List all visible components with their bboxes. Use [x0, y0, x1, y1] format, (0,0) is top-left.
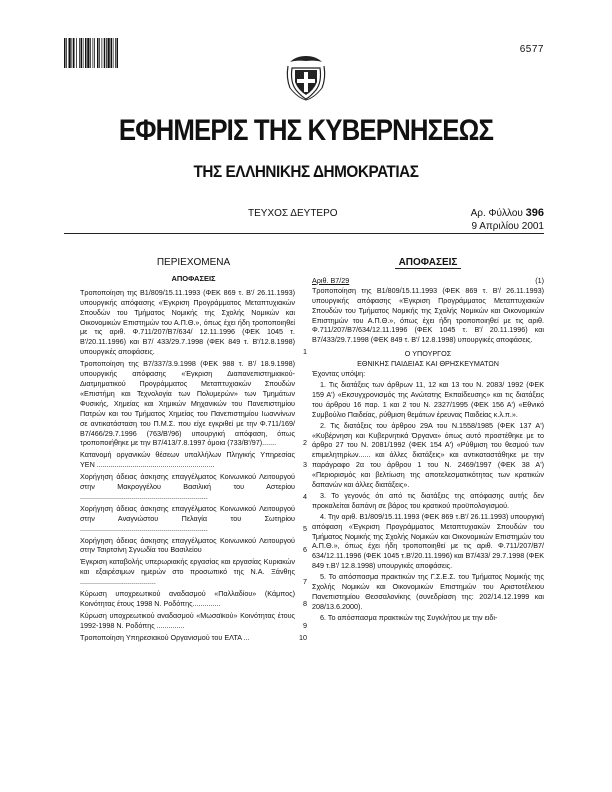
contents-item-page: 5 [303, 523, 307, 533]
decision-paragraph: 5. Το απόσπασμα πρακτικών της Γ.Σ.Ε.Σ. του Τμήματος Νομικής της Σχολής Νομικών και Οικονομικών Επιστημών του Αριστοτέλειου Πανεπιστημίου Θεσσαλονίκης (συνεδρίαση της: 202/14.12.1999 και 208/13.6.2000). [312, 572, 544, 611]
sheet-number-value: 396 [525, 207, 544, 219]
contents-item-text: Χορήγηση άδειας άσκησης επαγγέλματος Κοινωνικού Λειτουργού στην Αναγνώστου Πελαγία του Σωτηρίου ................................................................ [80, 503, 295, 533]
contents-item [80, 589, 307, 609]
considering-label: Έχοντας υπόψη: [312, 369, 366, 379]
contents-item-page: 9 [303, 620, 307, 630]
contents-item [80, 611, 307, 631]
decision-intro: Τροποποίηση της Β1/809/15.11.1993 (ΦΕΚ 869 τ. Β'/ 26.11.1993) υπουργικής απόφασης «Έγκριση Προγράμματος Μεταπτυχιακών Σπουδών του Τμήματος Νομικής της Σχολής Νομικών και Οικονομικών Επιστημών του Α.Π.Θ.», όπως έχει ήδη τροποποιηθεί με τις αριθ. Φ.711/207/Β7/634/12.11.1996 (ΦΕΚ 1045 τ. Β'/ 20.11.1996) και Β7/433/29.7.1998 (ΦΕΚ 849 τ. Β'/ 12.8.1998) υπουργικές αποφάσεις. [312, 285, 544, 345]
header-divider [64, 233, 544, 234]
sheet-number [471, 207, 544, 219]
decision-number: Αριθ. Β7/29 [312, 275, 350, 285]
decisions-heading-text: ΑΠΟΦΑΣΕΙΣ [395, 257, 462, 269]
decisions-column [312, 258, 544, 624]
contents-item [80, 504, 307, 534]
barcode [64, 38, 138, 68]
decision-paragraph: 2. Τις διατάξεις του άρθρου 29Α του Ν.1558/1985 (ΦΕΚ 137 Α') «Κυβέρνηση και Κυβερνητικά Όργανα» όπως αυτό προστέθηκε με το άρθρο 27 του Ν. 2081/1992 (ΦΕΚ 154 Α') «Ρύθμιση του θεσμού των επιμελητηρίων...... και άλλες διατάξεις» και αντικαταστάθηκε με την παράγραφο 2α του άρθρου 1 του Ν. 2469/1997 (ΦΕΚ 38 Α') «Περιορισμός και βελτίωση της αποτελεσματικότητας των κρατικών δαπανών και άλλες διατάξεις». [312, 420, 544, 490]
contents-item [80, 288, 307, 357]
minister-department: ΕΘΝΙΚΗΣ ΠΑΙΔΕΙΑΣ ΚΑΙ ΘΡΗΣΚΕΥΜΑΤΩΝ [357, 359, 499, 369]
issue-date: 9 Απριλίου 2001 [471, 221, 544, 232]
contents-item [80, 633, 307, 643]
contents-item-text: Έγκριση καταβολής υπερωριακής εργασίας και εργασίας Κυριακών και εξαιρέσιμων ημερών στο προσωπικό της Ν.Α. Ξάνθης ...................................... [80, 557, 295, 587]
decision-paragraph: 3. Το γεγονός ότι από τις διατάξεις της απόφασης αυτής δεν προκαλείται δαπάνη σε βάρος του κρατικού προϋπολογισμού. [312, 490, 544, 510]
contents-item-page: 6 [303, 545, 307, 555]
sheet-label: Αρ. Φύλλου [470, 208, 523, 219]
contents-item-page: 3 [303, 460, 307, 470]
decision-paragraph: 4. Την αριθ. Β1/809/15.11.1993 (ΦΕΚ 869 τ.Β'/ 26.11.1993) υπουργική απόφαση «Έγκριση Προγράμματος Μεταπτυχιακών Σπουδών του Τμήματος Νομικής της Σχολής Νομικών και Οικονομικών Επιστημών του Α.Π.Θ.», όπως έχει ήδη τροποποιηθεί με τις αριθ. Φ.711/207/Β7/ 634/12.11.1996 (ΦΕΚ 1045 τ.Β'/20.11.1996) και Β7/433/ 29.7.1998 (ΦΕΚ 849 τ.Β'/ 12.8.1998) υπουργικές αποφάσεις. [312, 511, 544, 571]
gazette-subtitle: ΤΗΣ ΕΛΛΗΝΙΚΗΣ ΔΗΜΟΚΡΑΤΙΑΣ [193, 162, 419, 181]
contents-item-text: Κύρωση υποχρεωτικού αναδασμού «Μωσαϊκού» Κοινότητας έτους 1992-1998 Ν. Ροδόπης .............. [80, 610, 295, 630]
contents-item-text: Χορήγηση άδειας άσκησης επαγγέλματος Κοινωνικού Λειτουργού στην Μακρογγέλου Βασιλική του Αστερίου ................................................................ [80, 472, 295, 501]
contents-section-heading: ΑΠΟΦΑΣΕΙΣ [171, 273, 216, 283]
greek-coat-of-arms-emblem [284, 52, 328, 102]
decision-ref: (1) [535, 275, 544, 285]
contents-item-text: Τροποποίηση της Β1/809/15.11.1993 (ΦΕΚ 869 τ. Β'/ 26.11.1993) υπουργικής απόφασης «Έγκριση Προγράμματος Μεταπτυχιακών Σπουδών του Τμήματος Νομικής της Σχολής Νομικών και Οικονομικών Επιστημών του Α.Π.Θ.», όπως έχει ήδη τροποποιηθεί με τις αριθ. Φ.711/207/Β7/634/ 12.11.1996 (ΦΕΚ 1045 τ. Β'/20.11.1996) και Β7/ 433/29.7.1998 (ΦΕΚ 849 τ. Β'/12.8.1998) υπουργικές αποφάσεις. [80, 287, 295, 357]
contents-list [80, 288, 307, 643]
gazette-title: ΕΦΗΜΕΡΙΣ ΤΗΣ ΚΥΒΕΡΝΗΣΕΩΣ [118, 114, 494, 147]
contents-item-page: 10 [299, 632, 307, 642]
contents-item [80, 450, 307, 470]
contents-item-text: Κατανομή οργανικών θέσεων υπαλλήλων Πληγικής Υπηρεσίας ΥΕΝ ........................................................... [80, 450, 295, 470]
issue-label: ΤΕΥΧΟΣ ΔΕΥΤΕΡΟ [248, 208, 338, 219]
decision-number-row [312, 276, 544, 286]
contents-item-page: 2 [303, 438, 307, 448]
contents-heading: ΠΕΡΙΕΧΟΜΕΝΑ [156, 257, 231, 268]
contents-column [80, 258, 307, 645]
contents-item-text: Κύρωση υποχρεωτικού αναδασμού «Παλλαδίου» (Κάμπος) Κοινότητας έτους 1998 Ν. Ροδόπης.............. [80, 589, 295, 608]
contents-item-page: 8 [303, 599, 307, 608]
contents-item [80, 472, 307, 502]
contents-item [80, 557, 307, 587]
minister-title: Ο ΥΠΟΥΡΓΟΣ [404, 349, 452, 359]
contents-item-text: Τροποποίηση της Β7/337/3.9.1998 (ΦΕΚ 988 τ. Β'/ 18.9.1998) υπουργικής απόφασης «Έγκριση Διαπανεπιστημιακού-Διατμηματικού Προγράμματος Μεταπτυχιακών Σπουδών «Επιστήμη και Τεχνολογία των Πολυμερών» των Τμημάτων Φυσικής, Χημείας και Χημικών Μηχανικών του Πανεπιστημίου Πατρών και του Τμήματος Χημείας του Πανεπιστημίου Ιωαννίνων σε αντικατάσταση του Π.Μ.Σ. που είχε εγκριθεί με την Φ.711/169/Β7/466/29.7.1996 (763/Β'/96) υπουργική απόφαση, όπως τροποποιήθηκε με την Β7/413/7.8.1997 όμοια (733/Β'/97)....... [80, 359, 295, 448]
contents-item-text: Τροποποίηση Υπηρεσιακού Οργανισμού του ΕΛΤΑ ... [80, 632, 250, 642]
decision-paragraph: 1. Τις διατάξεις των άρθρων 11, 12 και 13 του Ν. 2083/ 1992 (ΦΕΚ 159 Α') «Εκσυγχρονισμός της Ανώτατης Εκπαίδευσης» και τις διατάξεις του άρθρου 16 παρ. 1 και 2 του Ν. 2327/1995 (ΦΕΚ 156 Α') «Εθνικό Συμβούλιο Παιδείας, ρύθμιση θεμάτων έρευνας Παιδείας κ.λ.π.». [312, 379, 544, 419]
contents-item-page: 4 [303, 491, 307, 501]
decision-paragraphs [312, 380, 544, 623]
contents-item-text: Χορήγηση άδειας άσκησης επαγγέλματος Κοινωνικού Λειτουργού στην Τσιρτσίνη Σγνωδία του Βασιλείου [80, 535, 295, 555]
contents-item-page: 7 [303, 577, 307, 587]
contents-item-page: 1 [303, 347, 307, 357]
decision-paragraph: 6. Το απόσπασμα πρακτικών της Συγκλήτου με την ειδι- [320, 612, 498, 622]
contents-item [80, 536, 307, 556]
page-number: 6577 [519, 44, 544, 55]
decisions-heading [312, 258, 544, 268]
contents-item [80, 359, 307, 448]
